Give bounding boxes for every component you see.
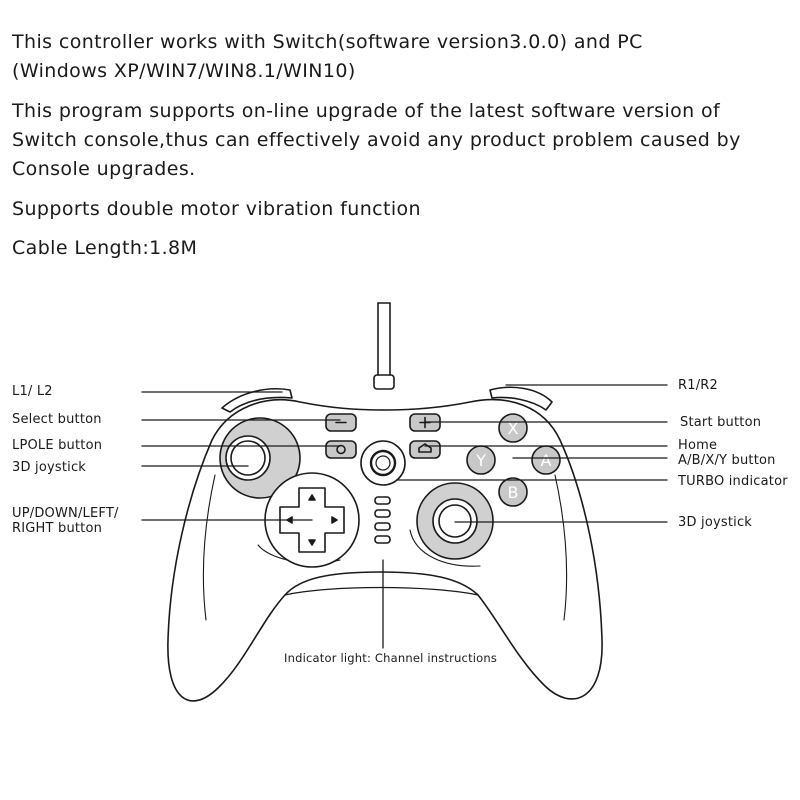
turbo-button[interactable] (361, 441, 405, 485)
upgrade-line-3: Console upgrades. (12, 158, 196, 180)
vibration-text: Supports double motor vibration function (12, 198, 421, 220)
label-indicator-light: Indicator light: Channel instructions (284, 651, 498, 665)
cable (374, 303, 394, 389)
label-dpad-line-1: UP/DOWN/LEFT/ (12, 506, 119, 521)
face-button-y[interactable] (467, 446, 495, 474)
button-a-label: A (540, 451, 552, 470)
label-turbo-indicator: TURBO indicator (678, 474, 788, 489)
button-x-label: X (507, 419, 519, 438)
label-l1-l2: L1/ L2 (12, 384, 53, 399)
select-button[interactable] (326, 414, 356, 431)
body-left-grip-contour (203, 475, 215, 620)
label-dpad-line-2: RIGHT button (12, 521, 103, 536)
label-face-buttons: A/B/X/Y button (678, 453, 776, 468)
label-right-joystick: 3D joystick (678, 515, 753, 530)
right-joystick[interactable] (417, 483, 493, 559)
callout-lines (142, 385, 667, 648)
label-select-button: Select button (12, 412, 102, 427)
compatibility-line-1: This controller works with Switch(software version3.0.0) and PC (12, 31, 643, 53)
label-dpad (12, 506, 119, 536)
cable-length-text: Cable Length:1.8M (12, 237, 198, 259)
label-lpole-button: LPOLE button (12, 438, 103, 453)
body-inner-contour (285, 588, 478, 596)
indicator-lights (375, 497, 390, 543)
label-home: Home (678, 438, 718, 453)
label-r1-r2: R1/R2 (678, 378, 718, 393)
home-button[interactable] (410, 441, 440, 458)
lpole-button[interactable] (326, 441, 356, 458)
label-left-joystick: 3D joystick (12, 460, 87, 475)
label-start-button: Start button (680, 415, 762, 430)
upgrade-line-1: This program supports on-line upgrade of the latest software version of (12, 100, 721, 122)
compatibility-line-2: (Windows XP/WIN7/WIN8.1/WIN10) (12, 60, 356, 82)
button-y-label: Y (476, 451, 486, 470)
button-b-label: B (507, 483, 519, 502)
right-shoulder-button (490, 387, 552, 410)
body-right-grip-contour (555, 475, 567, 620)
upgrade-line-2: Switch console,thus can effectively avoid any product problem caused by (12, 129, 741, 151)
face-button-b[interactable] (499, 478, 527, 506)
face-button-x[interactable] (499, 414, 527, 442)
face-button-a[interactable] (532, 446, 560, 474)
